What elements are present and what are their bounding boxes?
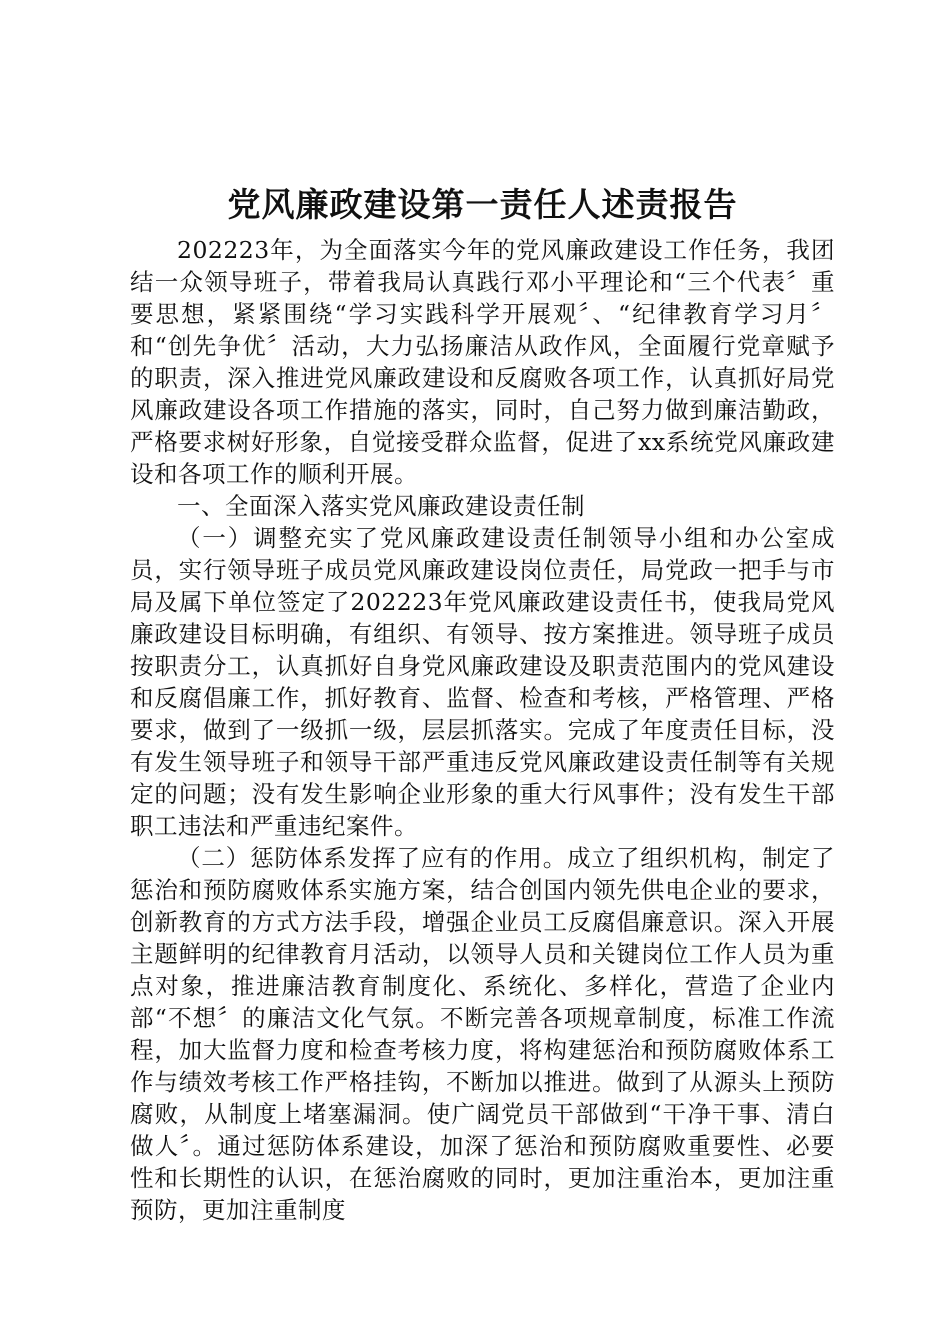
section-heading-1: 一、全面深入落实党风廉政建设责任制	[177, 492, 585, 520]
document-page	[130, 178, 835, 1226]
paragraph-section-1-1: （一）调整充实了党风廉政建设责任制领导小组和办公室成员，实行领导班子成员党风廉政建设岗位责任，局党政一把手与市局及属下单位签定了202223年党风廉政建设责任书，使我局党风廉政建设目标明确，有组织、有领导、按方案推进。领导班子成员按职责分工，认真抓好自身党风廉政建设及职责范围内的党风建设和反腐倡廉工作，抓好教育、监督、检查和考核，严格管理、严格要求，做到了一级抓一级，层层抓落实。完成了年度责任目标，没有发生领导班子和领导干部严重违反党风廉政建设责任制等有关规定的问题；没有发生影响企业形象的重大行风事件；没有发生干部职工违法和严重违纪案件。	[130, 524, 835, 840]
paragraph-intro: 202223年，为全面落实今年的党风廉政建设工作任务，我团结一众领导班子，带着我局认真践行邓小平理论和“三个代表〞重要思想，紧紧围绕“学习实践科学开展观〞、“纪律教育学习月〞和“创先争优〞活动，大力弘扬廉洁从政作风，全面履行党章赋予的职责，深入推进党风廉政建设和反腐败各项工作，认真抓好局党风廉政建设各项工作措施的落实，同时，自己努力做到廉洁勤政，严格要求树好形象，自觉接受群众监督，促进了xx系统党风廉政建设和各项工作的顺利开展。	[130, 236, 835, 488]
document-title: 党风廉政建设第一责任人述责报告	[227, 185, 738, 224]
paragraph-section-1-2: （二）惩防体系发挥了应有的作用。成立了组织机构，制定了惩治和预防腐败体系实施方案，结合创国内领先供电企业的要求，创新教育的方式方法手段，增强企业员工反腐倡廉意识。深入开展主题鲜明的纪律教育月活动，以领导人员和关键岗位工作人员为重点对象，推进廉洁教育制度化、系统化、多样化，营造了企业内部“不想〞的廉洁文化气氛。不断完善各项规章制度，标准工作流程，加大监督力度和检查考核力度，将构建惩治和预防腐败体系工作与绩效考核工作严格挂钩，不断加以推进。做到了从源头上预防腐败，从制度上堵塞漏洞。使广阔党员干部做到“干净干事、清白做人〞。通过惩防体系建设，加深了惩治和预防腐败重要性、必要性和长期性的认识，在惩治腐败的同时，更加注重治本，更加注重预防，更加注重制度	[130, 844, 835, 1224]
